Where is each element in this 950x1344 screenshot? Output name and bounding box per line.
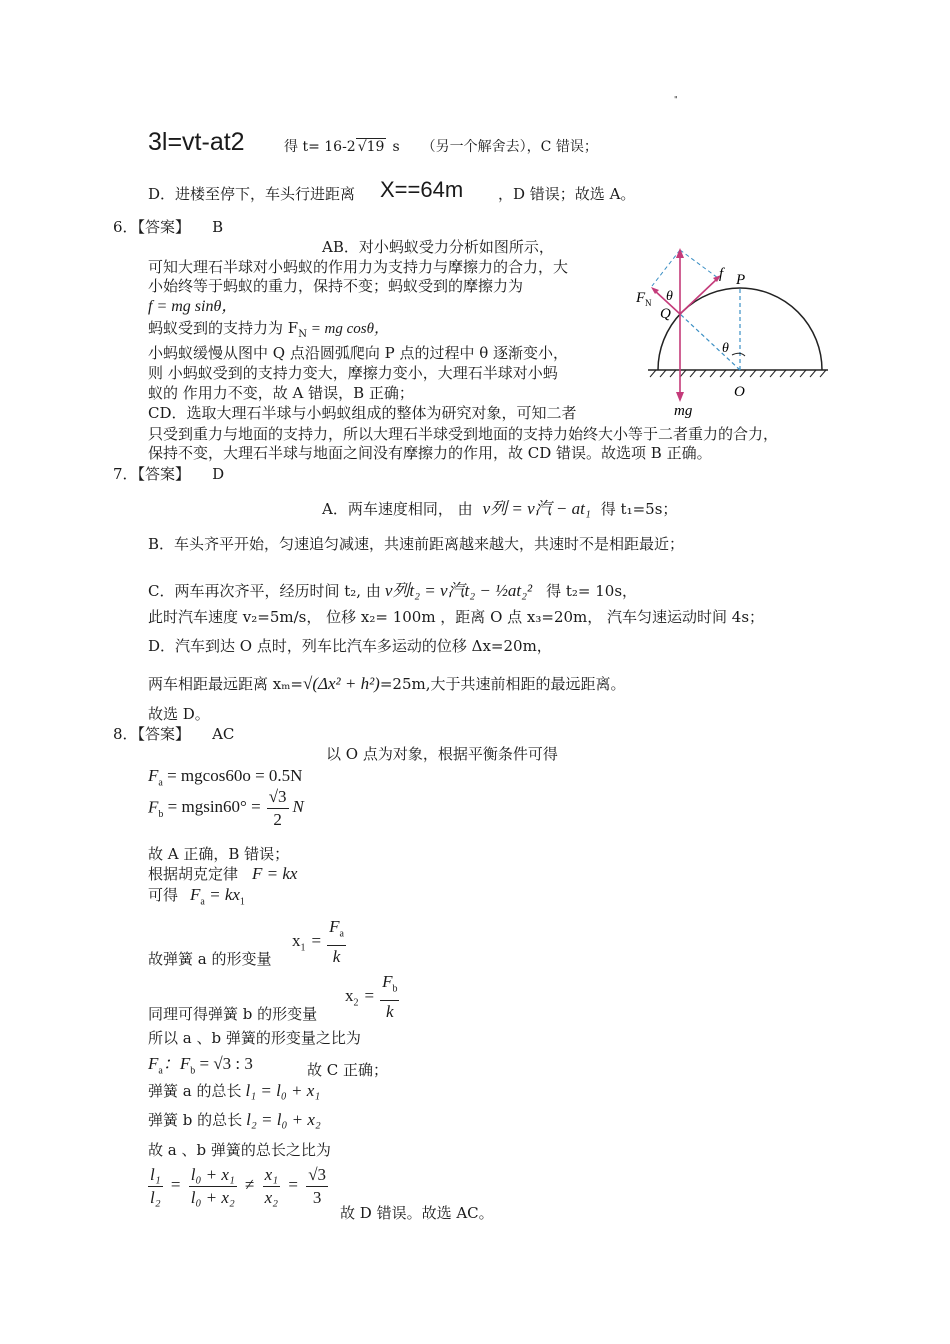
guide <box>652 250 680 286</box>
text: 则 小蚂蚁受到的支持力变大，摩擦力变小，大理石半球对小蚂 <box>148 364 558 382</box>
text: 弹簧 a 的总长 l₁ = l₀ + x₁ <box>148 1081 321 1100</box>
equation-x: X==64m <box>380 177 464 202</box>
mg-arrowhead <box>676 392 684 402</box>
label-f: f <box>719 266 724 282</box>
radius-oq <box>680 314 740 370</box>
text: 故 C 正确； <box>307 1061 389 1079</box>
force-diagram <box>628 240 838 420</box>
text: 弹簧 b 的总长 l₂ = l₀ + x₂ <box>148 1110 321 1129</box>
equation-x1: $x_1$ = $\frac{F_a}{k}$ <box>292 917 344 967</box>
f-arrow <box>680 278 718 314</box>
label-p: P <box>736 272 746 288</box>
equation-length-ratio: $\frac{\text{l₁}}{\text{l₂}}$ = $\frac{\text{l₀ + x₁}}{\text{l₀ + x₂}}$ ≠ $\frac{\text{x₁}}{\text{x₂}}$ = $\frac{√3}{3}$ <box>150 1165 327 1207</box>
text: 根据胡克定律 F = kx <box>148 864 298 883</box>
text: 保持不变，大理石半球与地面之间没有摩擦力的作用，故 CD 错误。故选项 B 正确。 <box>148 444 712 462</box>
label-q: Q <box>660 306 671 322</box>
guide <box>680 250 718 278</box>
label-fn-sub: N <box>645 298 652 308</box>
text: D．进楼至停下，车头行进距离 <box>148 185 356 203</box>
text: 此时汽车速度 v₂=5m/s， 位移 x₂= 100m ，距离 O 点 x₃=20m， 汽车匀速运动时间 4s； <box>148 608 765 626</box>
text: 蚁的 作用力不变，故 A 错误，B 正确； <box>148 384 414 402</box>
label-mg: mg <box>674 403 693 419</box>
text: D．汽车到达 O 点时，列车比汽车多运动的位移 Δx=20m， <box>148 637 552 655</box>
equation-x2: $x_2$ = $\frac{F_b}{k}$ <box>345 972 398 1022</box>
text: 故 A 正确，B 错误； <box>148 845 290 863</box>
equation-fa: $F_a = mgcos60o = 0.5N$ <box>148 766 303 789</box>
text: 蚂蚁受到的支持力为 $F_N$ = mg cosθ， <box>148 319 390 340</box>
text: 只受到重力与地面的支持力，所以大理石半球受到地面的支持力始终大小等于二者重力的合力， <box>148 425 779 443</box>
resultant-arrowhead <box>676 248 684 258</box>
text: AB．对小蚂蚁受力分析如图所示， <box>322 238 554 256</box>
question-7-header: 7．【答案】 D <box>113 465 225 483</box>
ground-hatch <box>650 370 826 377</box>
equation-3l: 3l=vt-at2 <box>148 128 245 156</box>
text: 得 t= 16-2 √19 s （另一个解舍去），C 错误； <box>284 139 598 155</box>
text: 故 D 错误。故选 AC。 <box>340 1204 494 1222</box>
text: A．两车速度相同， 由 v列 = v汽 − at₁ 得 t₁=5s； <box>322 499 678 518</box>
equation-f: f = mg sinθ， <box>148 298 238 315</box>
text: ，D 错误；故选 A。 <box>498 185 636 203</box>
text: 同理可得弹簧 b 的形变量 <box>148 1005 318 1023</box>
text: 故 a 、b 弹簧的总长之比为 <box>148 1141 331 1159</box>
text: 小蚂蚁缓慢从图中 Q 点沿圆弧爬向 P 点的过程中 θ 逐渐变小， <box>148 344 569 362</box>
text: CD．选取大理石半球与小蚂蚁组成的整体为研究对象，可知二者 <box>148 404 577 422</box>
label-fn: F <box>636 290 646 306</box>
page-mark: " <box>674 95 678 104</box>
text: C．两车再次齐平，经历时间 t₂, 由 v列t₂ = v汽t₂ − ½at₂² 得 t₂= 10s， <box>148 581 638 600</box>
text: B．车头齐平开始，匀速追匀减速，共速前距离越来越大，共速时不是相距最近； <box>148 535 685 553</box>
question-8-header: 8．【答案】 AC <box>113 725 235 743</box>
text: 两车相距最远距离 xₘ=√(Δx² + h²)=25m,大于共速前相距的最远距离。 <box>148 674 626 693</box>
question-6-header: 6．【答案】 B <box>113 218 224 236</box>
text: 以 O 点为对象，根据平衡条件可得 <box>326 745 558 763</box>
text: 故弹簧 a 的形变量 <box>148 950 272 968</box>
equation-ratio: $F_a$：$F_b = √3$ : 3 <box>148 1054 253 1077</box>
label-theta: θ <box>722 341 729 356</box>
text: 可知大理石半球对小蚂蚁的作用力为支持力与摩擦力的合力，大 <box>148 258 569 276</box>
text: 故选 D。 <box>148 705 210 723</box>
text: 所以 a 、b 弹簧的形变量之比为 <box>148 1029 361 1047</box>
label-theta: θ <box>666 289 673 304</box>
text: 小始终等于蚂蚁的重力，保持不变；蚂蚁受到的摩擦力为 <box>148 277 524 295</box>
label-o: O <box>734 384 745 400</box>
angle-arc <box>732 353 745 356</box>
text: 可得 $F_a = kx_1$ <box>148 885 245 908</box>
hemisphere <box>658 288 822 370</box>
equation-fb: $F_b = mgsin60^\circ$ = $\frac{√3}{2}$ N <box>148 787 304 829</box>
